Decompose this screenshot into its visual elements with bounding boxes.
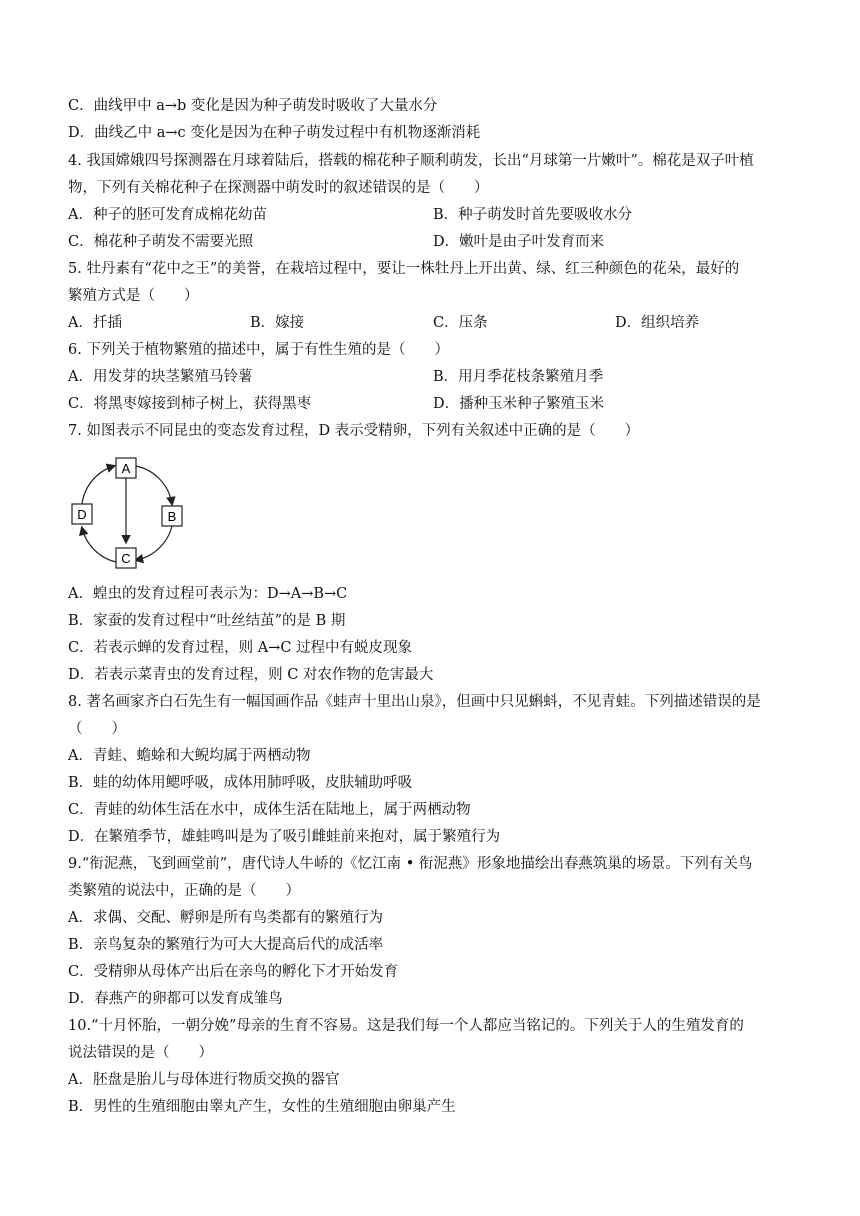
q9-option-c: C．受精卵从母体产出后在亲鸟的孵化下才开始发育 [68, 964, 399, 980]
q5-option-b: B．嫁接 [250, 315, 305, 331]
q8-option-b: B．蛙的幼体用鳃呼吸，成体用肺呼吸，皮肤辅助呼吸 [68, 775, 413, 791]
node-c-label: C [121, 551, 131, 566]
q3-option-c: C．曲线甲中 a→b 变化是因为种子萌发时吸收了大量水分 [68, 98, 438, 114]
q4-stem-line2: 物，下列有关棉花种子在探测器中萌发时的叙述错误的是（ ） [68, 180, 489, 196]
node-b-label: B [167, 509, 177, 524]
q10-stem-line2: 说法错误的是（ ） [68, 1045, 213, 1061]
insect-metamorphosis-diagram [68, 456, 188, 572]
q9-stem-line2: 类繁殖的说法中，正确的是（ ） [68, 883, 300, 899]
q8-option-c: C．青蛙的幼体生活在水中，成体生活在陆地上，属于两栖动物 [68, 802, 471, 818]
q10-stem-line1: 10.“十月怀胎，一朝分娩”母亲的生育不容易。这是我们每一个人都应当铭记的。下列关于人的生殖发育的 [68, 1018, 744, 1034]
q8-stem-line1: 8. 著名画家齐白石先生有一幅国画作品《蛙声十里出山泉》，但画中只见蝌蚪，不见青蛙。下列描述错误的是 [68, 694, 761, 710]
q7-option-a: A．蝗虫的发育过程可表示为：D→A→B→C [68, 586, 348, 602]
q5-option-a: A．扦插 [68, 315, 122, 331]
q8-option-d: D．在繁殖季节，雄蛙鸣叫是为了吸引雌蛙前来抱对，属于繁殖行为 [68, 829, 501, 845]
arrow-c-to-d [82, 528, 116, 562]
q5-stem-line1: 5. 牡丹素有“花中之王”的美誉，在栽培过程中，要让一株牡丹上开出黄、绿、红三种颜色的花朵，最好的 [68, 261, 740, 277]
q6-stem: 6. 下列关于植物繁殖的描述中，属于有性生殖的是（ ） [68, 342, 449, 358]
q7-stem: 7. 如图表示不同昆虫的变态发育过程，D 表示受精卵，下列有关叙述中正确的是（ ） [68, 423, 640, 439]
q8-option-a: A．青蛙、蟾蜍和大鲵均属于两栖动物 [68, 748, 311, 764]
q9-option-d: D．春燕产的卵都可以发育成雏鸟 [68, 991, 283, 1007]
q4-option-c: C．棉花种子萌发不需要光照 [68, 234, 254, 250]
arrow-a-to-b [136, 466, 172, 504]
q5-option-d: D．组织培养 [615, 315, 700, 331]
arrow-d-to-a [82, 466, 114, 504]
q6-option-c: C．将黑枣嫁接到柿子树上，获得黑枣 [68, 396, 312, 412]
q9-option-a: A．求偶、交配、孵卵是所有鸟类都有的繁殖行为 [68, 910, 383, 926]
q9-option-b: B．亲鸟复杂的繁殖行为可大大提高后代的成活率 [68, 937, 384, 953]
q4-option-d: D．嫩叶是由子叶发育而来 [433, 234, 605, 250]
q10-option-b: B．男性的生殖细胞由睾丸产生，女性的生殖细胞由卵巢产生 [68, 1099, 456, 1115]
q5-stem-line2: 繁殖方式是（ ） [68, 288, 199, 304]
q6-option-a: A．用发芽的块茎繁殖马铃薯 [68, 369, 253, 385]
q10-option-a: A．胚盘是胎儿与母体进行物质交换的器官 [68, 1072, 340, 1088]
q5-option-c: C．压条 [433, 315, 488, 331]
node-d-label: D [77, 507, 87, 522]
q4-option-b: B．种子萌发时首先要吸收水分 [433, 207, 633, 223]
q6-option-d: D．播种玉米种子繁殖玉米 [433, 396, 605, 412]
q4-option-a: A．种子的胚可发育成棉花幼苗 [68, 207, 267, 223]
q7-option-d: D．若表示菜青虫的发育过程，则 C 对农作物的危害最大 [68, 667, 434, 683]
q9-stem-line1: 9.“衔泥燕，飞到画堂前”，唐代诗人牛峤的《忆江南 • 衔泥燕》形象地描绘出春燕筑巢的场景。下列有关鸟 [68, 856, 753, 872]
q3-option-d: D．曲线乙中 a→c 变化是因为在种子萌发过程中有机物逐渐消耗 [68, 125, 481, 141]
q4-stem-line1: 4. 我国嫦娥四号探测器在月球着陆后，搭载的棉花种子顺利萌发，长出“月球第一片嫩叶”。棉花是双子叶植 [68, 153, 754, 169]
arrow-b-to-c [136, 526, 172, 560]
node-a [116, 458, 136, 478]
q6-option-b: B．用月季花枝条繁殖月季 [433, 369, 604, 385]
q8-stem-line2: （ ） [68, 721, 126, 737]
node-d [72, 504, 92, 524]
q7-option-c: C．若表示蝉的发育过程，则 A→C 过程中有蜕皮现象 [68, 640, 413, 656]
node-c [116, 548, 136, 568]
q7-option-b: B．家蚕的发育过程中“吐丝结茧”的是 B 期 [68, 613, 346, 629]
node-a-label: A [121, 461, 131, 476]
node-b [162, 506, 182, 526]
